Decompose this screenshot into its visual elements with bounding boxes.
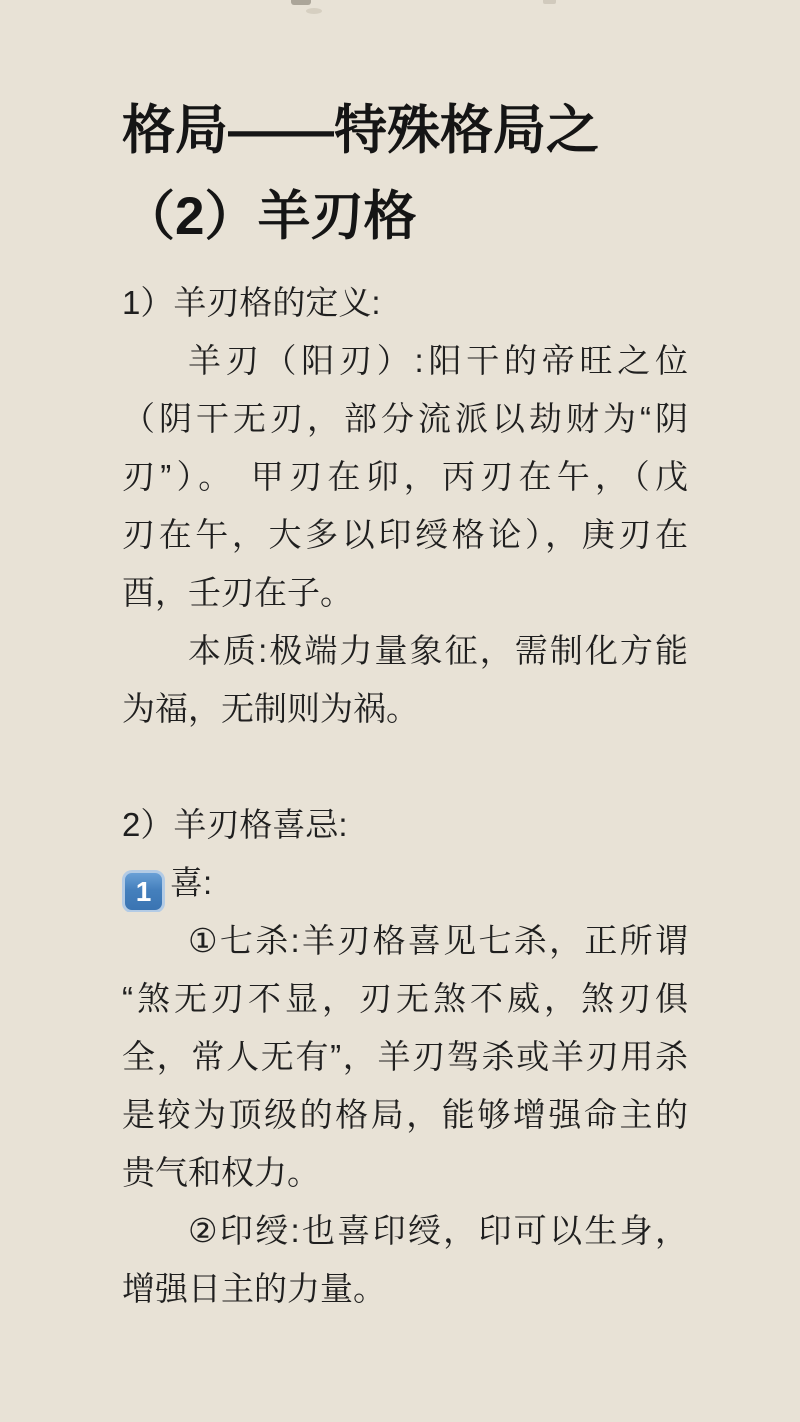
- body-line: 是较为顶级的格局，能够增强命主的: [122, 1096, 688, 1133]
- body-line: 贵气和权力。: [122, 1154, 320, 1191]
- title-line-1: 格局——特殊格局之: [122, 101, 599, 160]
- article-body: [122, 274, 688, 1318]
- title-line-2: （2）羊刃格: [122, 187, 417, 246]
- body-line: 本质:极端力量象征，需制化方能: [188, 632, 688, 669]
- body-line-text: 喜:: [170, 864, 213, 901]
- body-line: ①七杀:羊刃格喜见七杀，正所谓: [188, 922, 688, 959]
- body-line: 1）羊刃格的定义:: [122, 284, 381, 321]
- body-line: 2）羊刃格喜忌:: [122, 806, 348, 843]
- body-line: 羊刃（阳刃）:阳干的帝旺之位: [188, 342, 688, 379]
- body-line: “煞无刃不显，刃无煞不威，煞刃俱: [122, 980, 688, 1017]
- keycap-1-icon: 1: [122, 870, 165, 912]
- page-title: [122, 88, 688, 260]
- body-line-with-keycap: [122, 854, 688, 912]
- body-line: 为福，无制则为祸。: [122, 690, 419, 727]
- body-line: 增强日主的力量。: [122, 1270, 386, 1307]
- body-line: （阴干无刃，部分流派以劫财为“阴: [122, 400, 688, 437]
- body-line: 刃在午，大多以印绶格论），庚刃在: [122, 516, 688, 553]
- paragraph-gap: [122, 738, 688, 796]
- body-line: 刃”）。 甲刃在卯，丙刃在午，（戊: [122, 458, 688, 495]
- body-line: 全，常人无有”，羊刃驾杀或羊刃用杀: [122, 1038, 688, 1075]
- body-line: ②印绶:也喜印绶，印可以生身，: [188, 1212, 688, 1249]
- body-line: 酉，壬刃在子。: [122, 574, 353, 611]
- article: [122, 0, 688, 1318]
